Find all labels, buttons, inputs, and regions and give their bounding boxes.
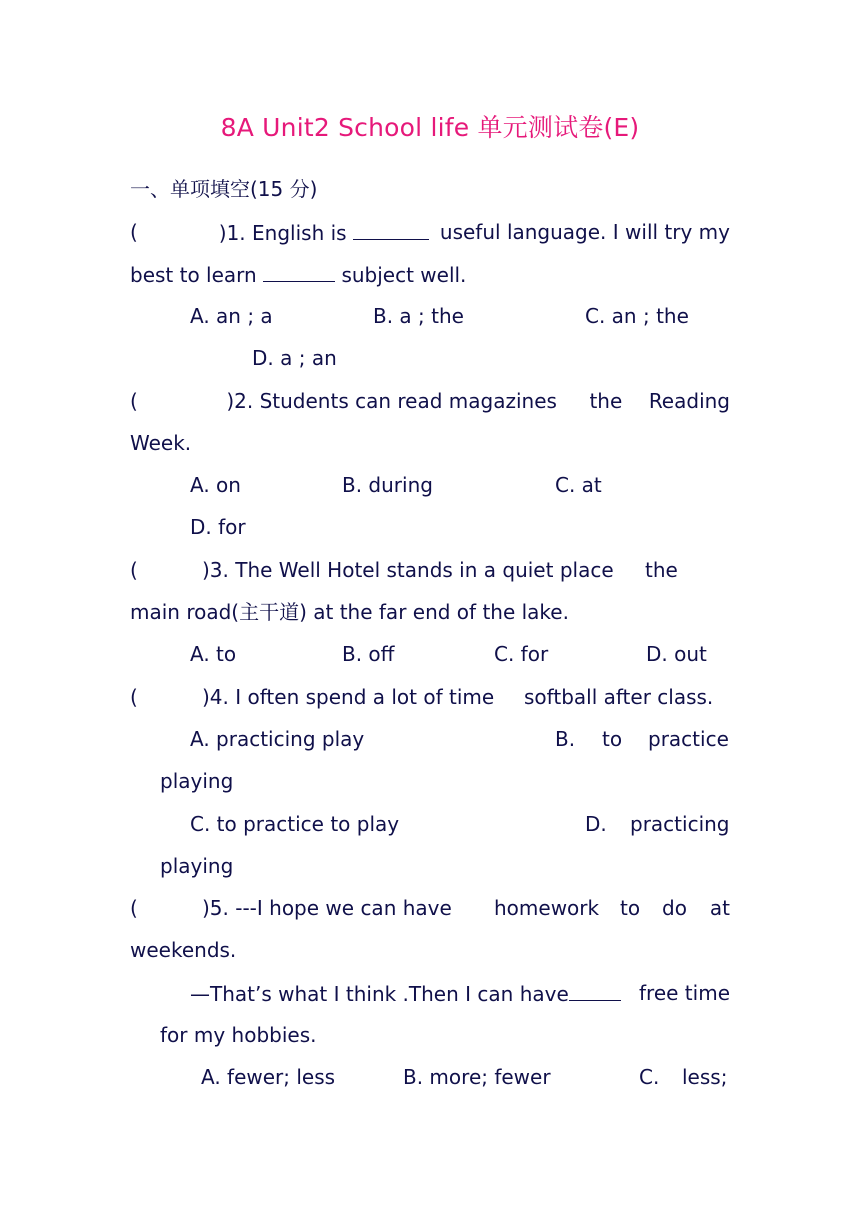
option-d: D. for	[190, 515, 246, 539]
option-b: B. a ; the	[373, 304, 464, 328]
option-c: C. for	[494, 642, 549, 666]
option-d: D. out	[646, 642, 707, 666]
option-c-word: less;	[682, 1065, 728, 1089]
option-b: B. off	[342, 642, 395, 666]
option-c: C. an ; the	[585, 304, 689, 328]
question-3-line-2: main road(主干道) at the far end of the lake.	[130, 600, 569, 624]
fill-blank	[569, 980, 621, 1001]
fill-blank	[263, 261, 335, 282]
option-b-letter: B.	[555, 727, 576, 751]
option-d-letter: D.	[585, 812, 607, 836]
option-d: D. a ; an	[252, 346, 337, 370]
answer-paren-open: (	[130, 220, 138, 244]
option-a: A. to	[190, 642, 237, 666]
question-3-line-1: ( )3. The Well Hotel stands in a quiet place the	[130, 558, 678, 582]
option-b: B. more; fewer	[403, 1065, 551, 1089]
question-1-stem-end: useful language. I will try my	[439, 220, 730, 244]
question-2-line-2: Week.	[130, 431, 192, 455]
section-heading: 一、单项填空(15 分)	[130, 177, 318, 201]
option-a: A. an ; a	[190, 304, 273, 328]
option-a: A. practicing play	[190, 727, 365, 751]
question-5-line-1: ( )5. ---I hope we can have homework to do at	[130, 896, 730, 920]
option-b-word: practice	[648, 727, 729, 751]
question-5-line-2: weekends.	[130, 938, 237, 962]
option-d-word: practicing	[630, 812, 730, 836]
option-a: A. on	[190, 473, 241, 497]
question-5-line-3: —That’s what I think .Then I can have free time	[190, 981, 730, 1006]
question-5-line-4: for my hobbies.	[160, 1023, 317, 1047]
option-c-letter: C.	[639, 1065, 660, 1089]
question-1-line-1	[130, 219, 730, 246]
option-b: B. during	[342, 473, 433, 497]
question-4-line-1: ( )4. I often spend a lot of time softball after class.	[130, 685, 714, 709]
option-c: C. at	[555, 473, 602, 497]
option-b-continued: playing	[160, 769, 234, 793]
question-2-line-1: ( )2. Students can read magazines the Reading	[130, 389, 730, 413]
option-a: A. fewer; less	[201, 1065, 336, 1089]
fill-blank	[353, 219, 429, 240]
option-b-word: to	[602, 727, 623, 751]
question-1-stem: )1. English is	[219, 219, 429, 246]
page-title: 8A Unit2 School life 单元测试卷(E)	[220, 113, 640, 142]
option-c: C. to practice to play	[190, 812, 400, 836]
question-1-line-2: best to learn subject well.	[130, 263, 467, 287]
option-d-continued: playing	[160, 854, 234, 878]
